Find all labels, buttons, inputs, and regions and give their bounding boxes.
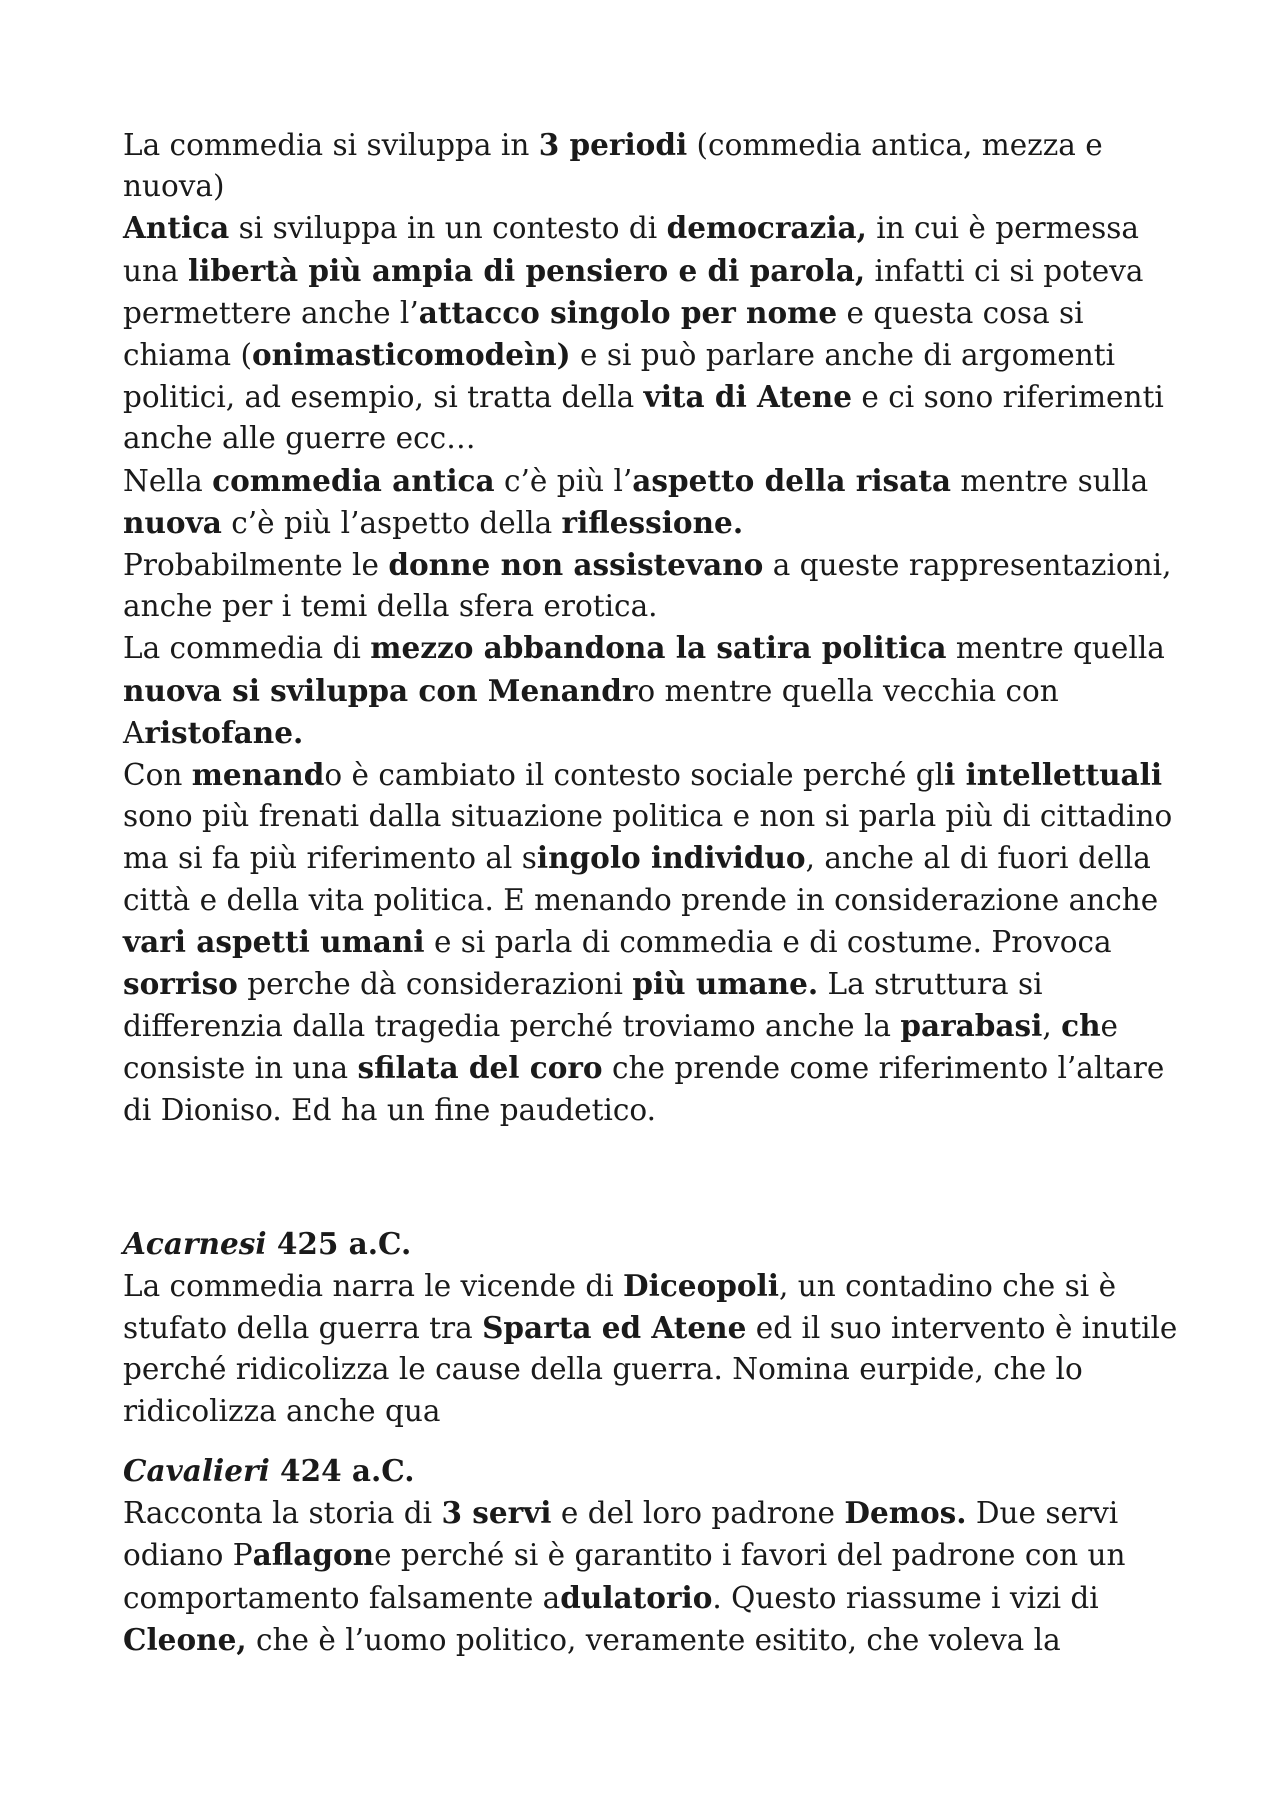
text-run: (commedia antica, mezza e nuova): [123, 128, 1103, 204]
text-run: ,: [1042, 1009, 1062, 1044]
text-run: . Questo riassume i vizi di: [712, 1580, 1099, 1615]
text-run: che è l’uomo politico, veramente esitito, che voleva la: [246, 1622, 1061, 1657]
text-run: La struttura si differenzia dalla tragedia perché troviamo anche la: [123, 967, 1043, 1044]
paragraph-antica: [123, 207, 1180, 459]
text-run: Due servi odiano P: [123, 1496, 1119, 1573]
emphasis-text: Acarnesi: [123, 1225, 267, 1261]
paragraph-risata: [123, 460, 1180, 544]
text-run: c’è più l’aspetto della: [221, 505, 562, 540]
text-run: in cui è permessa una: [123, 211, 1139, 288]
emphasis-text: parabasi: [900, 1008, 1043, 1044]
paragraph-mezzo: [123, 627, 1180, 754]
text-run: La commedia si sviluppa in: [123, 128, 539, 162]
text-run: mentre quella: [946, 631, 1165, 666]
text-run: La commedia narra le vicende di: [123, 1269, 624, 1304]
emphasis-text: ch: [1061, 1008, 1101, 1044]
emphasis-text: democrazia,: [666, 210, 867, 246]
text-run: perche dà considerazioni: [237, 967, 633, 1002]
text-run: sono più frenati dalla situazione politica e non si parla più di cittadino ma si fa più riferimento al s: [123, 799, 1173, 876]
emphasis-text: più umane.: [632, 966, 819, 1002]
text-run: si sviluppa in un contesto di: [229, 211, 667, 246]
emphasis-text: riflessione.: [561, 504, 744, 540]
text-run: La commedia di: [123, 631, 371, 666]
emphasis-text: donne non assistevano: [388, 547, 764, 583]
text-run: Nella: [123, 463, 213, 498]
emphasis-text: Cavalieri: [123, 1452, 270, 1488]
emphasis-text: nuova si sviluppa con Menandr: [123, 672, 638, 708]
intro-section: [123, 124, 1180, 1131]
text-run: e si parla di commedia e di costume. Provoca: [424, 924, 1112, 959]
emphasis-text: commedia antica: [212, 462, 495, 498]
work-acarnesi: [123, 1223, 1180, 1432]
emphasis-text: Antica: [123, 210, 230, 246]
emphasis-text: Demos.: [844, 1495, 967, 1531]
text-run: ed il suo intervento è inutile perché ridicolizza le cause della guerra. Nomina eurpide, che lo ridicolizza anche qua: [123, 1311, 1178, 1428]
emphasis-text: mezzo abbandona la satira politica: [370, 630, 947, 666]
emphasis-text: 3 periodi: [538, 127, 688, 162]
emphasis-text: aflagon: [252, 1537, 375, 1573]
text-run: a queste rappresentazioni, anche per i temi della sfera erotica.: [123, 548, 1172, 624]
emphasis-text: vita di Atene: [643, 379, 853, 415]
emphasis-text: sfilata del coro: [357, 1050, 603, 1086]
text-run: che prende come riferimento l’altare di Dioniso. Ed ha un fine paudetico.: [123, 1051, 1165, 1127]
emphasis-text: aspetto della risata: [632, 462, 951, 498]
text-run: e ci sono riferimenti anche alle guerre ecc…: [123, 380, 1164, 456]
paragraph-periods: [123, 124, 1180, 207]
emphasis-text: ristofane.: [144, 714, 304, 750]
text-run: e perché si è garantito i favori del padrone con un comportamento falsamente a: [123, 1538, 1126, 1615]
emphasis-text: sorriso: [123, 966, 238, 1002]
emphasis-text: 424 a.C.: [269, 1452, 415, 1488]
text-run: e del loro padrone: [551, 1496, 845, 1531]
work-body-acarnesi: [123, 1265, 1180, 1432]
text-run: , anche al di fuori della città e della vita politica. E menando prende in considerazione anche: [123, 841, 1159, 917]
text-run: infatti ci si poteva permettere anche l’: [123, 253, 1144, 330]
text-run: , un contadino che si è stufato della guerra tra: [123, 1269, 1117, 1346]
emphasis-text: Cleone,: [123, 1621, 247, 1657]
text-run: o è cambiato il contesto sociale perché gl: [324, 758, 945, 793]
emphasis-text: Diceopoli: [623, 1268, 779, 1304]
work-cavalieri: [123, 1450, 1180, 1661]
work-title-acarnesi: [123, 1223, 1180, 1265]
text-run: Con: [123, 758, 192, 793]
text-run: o mentre quella vecchia con A: [123, 673, 1059, 750]
section-spacer: [123, 1131, 1180, 1223]
emphasis-text: onimasticomodeìn): [252, 337, 571, 373]
text-run: e consiste in una: [123, 1009, 1118, 1086]
work-body-cavalieri: [123, 1492, 1180, 1661]
paragraph-donne: [123, 544, 1180, 627]
text-run: e si può parlare anche di argomenti politici, ad esempio, si tratta della: [123, 338, 1116, 415]
emphasis-text: nuova: [123, 504, 222, 540]
emphasis-text: attacco singolo per nome: [418, 294, 838, 330]
emphasis-text: dulatorio: [560, 1579, 713, 1615]
emphasis-text: libertà più ampia di pensiero e di parola,: [187, 252, 866, 288]
paragraph-menandro: [123, 754, 1180, 1131]
text-run: c’è più l’: [494, 463, 633, 498]
text-run: mentre sulla: [951, 463, 1149, 498]
work-spacer: [123, 1432, 1180, 1450]
emphasis-text: vari aspetti umani: [123, 923, 425, 959]
emphasis-text: i intellettuali: [944, 757, 1163, 793]
emphasis-text: Sparta ed Atene: [482, 1310, 747, 1346]
text-run: Probabilmente le: [123, 548, 389, 583]
work-title-cavalieri: [123, 1450, 1180, 1492]
text-run: Racconta la storia di: [123, 1496, 442, 1531]
emphasis-text: ingolo individuo: [536, 840, 806, 876]
text-run: e questa cosa si chiama (: [123, 295, 1084, 373]
emphasis-text: menand: [191, 757, 325, 793]
emphasis-text: 3 servi: [441, 1495, 552, 1531]
emphasis-text: 425 a.C.: [266, 1225, 412, 1261]
